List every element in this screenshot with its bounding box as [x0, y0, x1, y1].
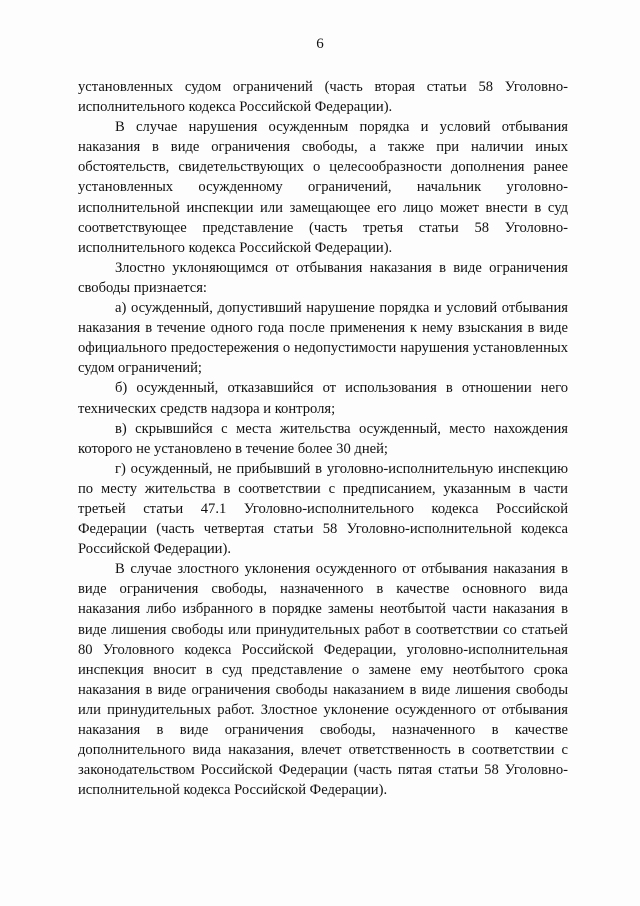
list-item-v: в) скрывшийся с места жительства осужденный, место нахождения которого не установлено в течение более 30 дней;	[78, 420, 568, 457]
page-number: 6	[316, 36, 324, 52]
paragraph-malicious-evasion-intro: Злостно уклоняющимся от отбывания наказания в виде ограничения свободы признается:	[78, 259, 568, 296]
document-body	[78, 77, 568, 800]
list-item-a: а) осужденный, допустивший нарушение порядка и условий отбывания наказания в течение одного года после применения к нему взыскания в виде официального предостережения о недопустимости нарушения установленных судом ограничений;	[78, 300, 568, 377]
list-item-g: г) осужденный, не прибывший в уголовно-исполнительную инспекцию по месту жительства в соответствии с предписанием, указанным в части третьей статьи 47.1 Уголовно-исполнительного кодекса Российской Федерации (часть четвертая статьи 58 Уголовно-исполнительной кодекса Российской Федерации).	[78, 460, 568, 558]
list-item-b: б) осужденный, отказавшийся от использования в отношении него технических средств надзора и контроля;	[78, 380, 568, 417]
paragraph-continuation: установленных судом ограничений (часть вторая статьи 58 Уголовно-исполнительного кодекса Российской Федерации).	[78, 79, 568, 116]
paragraph-replacement-of-sentence: В случае злостного уклонения осужденного от отбывания наказания в виде ограничения свободы, назначенного в качестве основного вида наказания либо избранного в порядке замены неотбытой части наказания в виде лишения свободы или принудительных работ в соответствии со статьей 80 Уголовного кодекса Российской Федерации, уголовно-исполнительная инспекция вносит в суд представление о замене ему неотбытого срока наказания в виде ограничения свободы наказанием в виде лишения свободы или принудительных работ. Злостное уклонение осужденного от отбывания наказания в виде ограничения свободы, назначенного в качестве дополнительного вида наказания, влечет ответственность в соответствии с законодательством Российской Федерации (часть пятая статьи 58 Уголовно-исполнительной кодекса Российской Федерации).	[78, 561, 568, 799]
paragraph-violation-representation: В случае нарушения осужденным порядка и условий отбывания наказания в виде ограничения свободы, а также при наличии иных обстоятельств, свидетельствующих о целесообразности дополнения ранее установленных осужденному ограничений, начальник уголовно-исполнительной инспекции или замещающее его лицо может внести в суд соответствующее представление (часть третья статьи 58 Уголовно-исполнительного кодекса Российской Федерации).	[78, 119, 568, 256]
